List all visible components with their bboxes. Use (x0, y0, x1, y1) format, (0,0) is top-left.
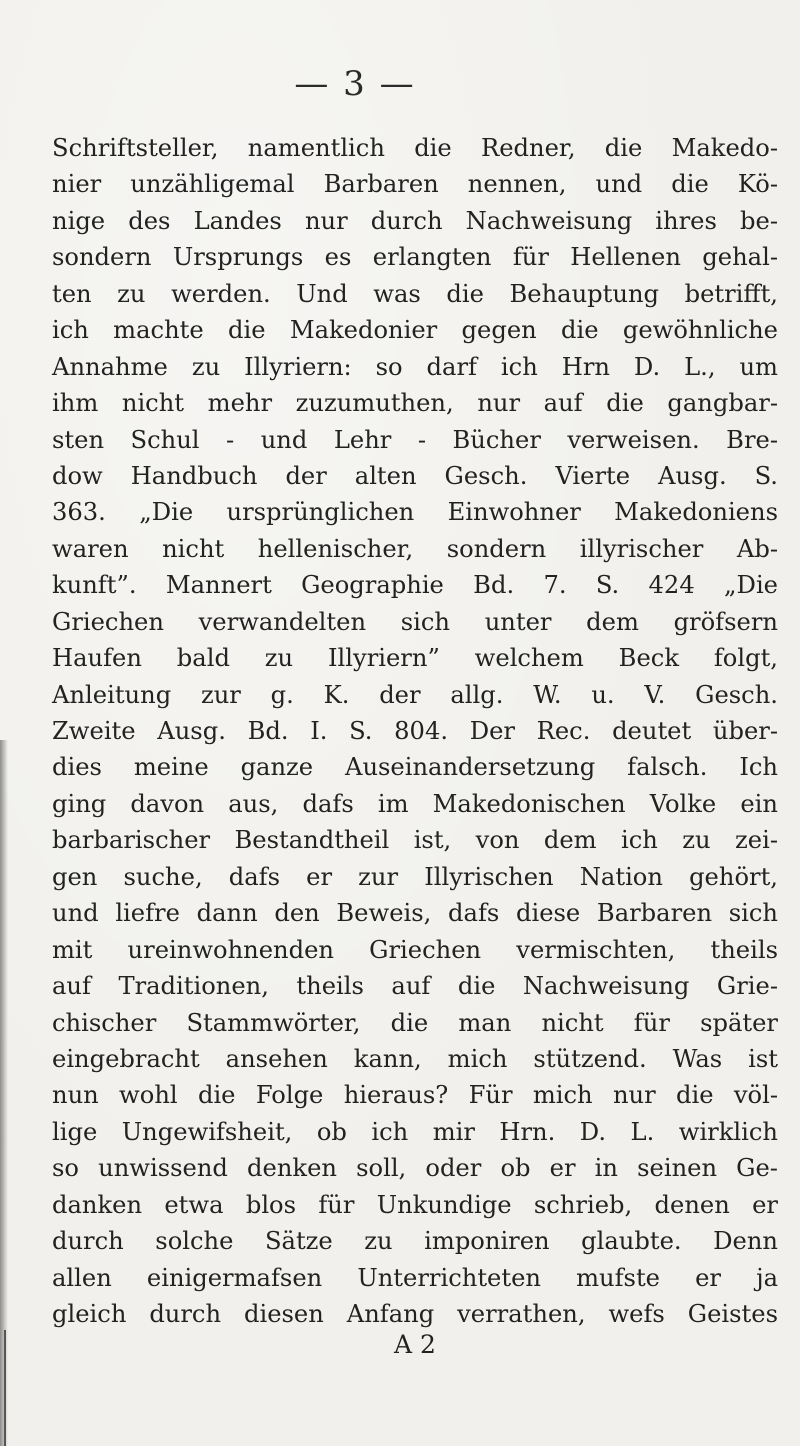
text-line: dies meine ganze Auseinandersetzung falsch. Ich (52, 753, 778, 782)
text-line: Zweite Ausg. Bd. I. S. 804. Der Rec. deutet über- (52, 717, 778, 745)
text-line: sondern Ursprungs es erlangten für Hellenen gehal- (52, 243, 778, 272)
text-line: lige Ungewifsheit, ob ich mir Hrn. D. L. wirklich (52, 1117, 778, 1146)
text-line: ihm nicht mehr zuzumuthen, nur auf die gangbar- (52, 389, 778, 418)
text-line: gleich durch diesen Anfang verrathen, wefs Geistes (52, 1300, 778, 1328)
text-line: Schriftsteller, namentlich die Redner, die Makedo- (52, 134, 778, 162)
text-line: chischer Stammwörter, die man nicht für später (52, 1008, 778, 1037)
text-line: gen suche, dafs er zur Illyrischen Nation gehört, (52, 862, 778, 891)
text-line: Haufen bald zu Illyriern” welchem Beck folgt, (52, 644, 778, 673)
text-line: danken etwa blos für Unkundige schrieb, denen er (52, 1190, 778, 1219)
text-line: und liefre dann den Beweis, dafs diese Barbaren sich (52, 899, 778, 928)
text-line: nige des Landes nur durch Nachweisung ihres be- (52, 206, 778, 235)
text-line: nun wohl die Folge hieraus? Für mich nur die völ- (52, 1081, 778, 1110)
text-line: nier unzähligemal Barbaren nennen, und die Kö- (52, 170, 778, 199)
text-line: Anleitung zur g. K. der allg. W. u. V. Gesch. (52, 680, 778, 709)
text-line: barbarischer Bestandtheil ist, von dem ich zu zei- (52, 826, 778, 855)
text-line: kunft”. Mannert Geographie Bd. 7. S. 424 „Die (52, 571, 778, 600)
text-line: durch solche Sätze zu imponiren glaubte. Denn (52, 1227, 778, 1256)
page-number: — 3 — (294, 64, 416, 104)
text-line: ich machte die Makedonier gegen die gewöhnliche (52, 316, 778, 345)
text-line: 363. „Die ursprünglichen Einwohner Makedoniens (52, 498, 778, 527)
body-text (52, 130, 778, 1332)
text-line: Griechen verwandelten sich unter dem gröfsern (52, 607, 778, 636)
text-line: sten Schul - und Lehr - Bücher verweisen. Bre- (52, 425, 778, 454)
text-line: dow Handbuch der alten Gesch. Vierte Ausg. S. (52, 461, 778, 490)
signature-mark (0, 1330, 800, 1359)
text-line: mit ureinwohnenden Griechen vermischten, theils (52, 935, 778, 964)
text-line: so unwissend denken soll, oder ob er in seinen Ge- (52, 1154, 778, 1183)
text-line: ging davon aus, dafs im Makedonischen Volke ein (52, 789, 778, 818)
binding-edge (4, 1330, 6, 1446)
text-line: ten zu werden. Und was die Behauptung betrifft, (52, 279, 778, 308)
text-line: Annahme zu Illyriern: so darf ich Hrn D. L., um (52, 352, 778, 381)
text-line: allen einigermafsen Unterrichteten mufste er ja (52, 1263, 778, 1292)
text-line: waren nicht hellenischer, sondern illyrischer Ab- (52, 534, 778, 563)
text-line: auf Traditionen, theils auf die Nachweisung Grie- (52, 972, 778, 1001)
text-line: eingebracht ansehen kann, mich stützend. Was ist (52, 1044, 778, 1073)
signature-text: A 2 (394, 1330, 436, 1359)
